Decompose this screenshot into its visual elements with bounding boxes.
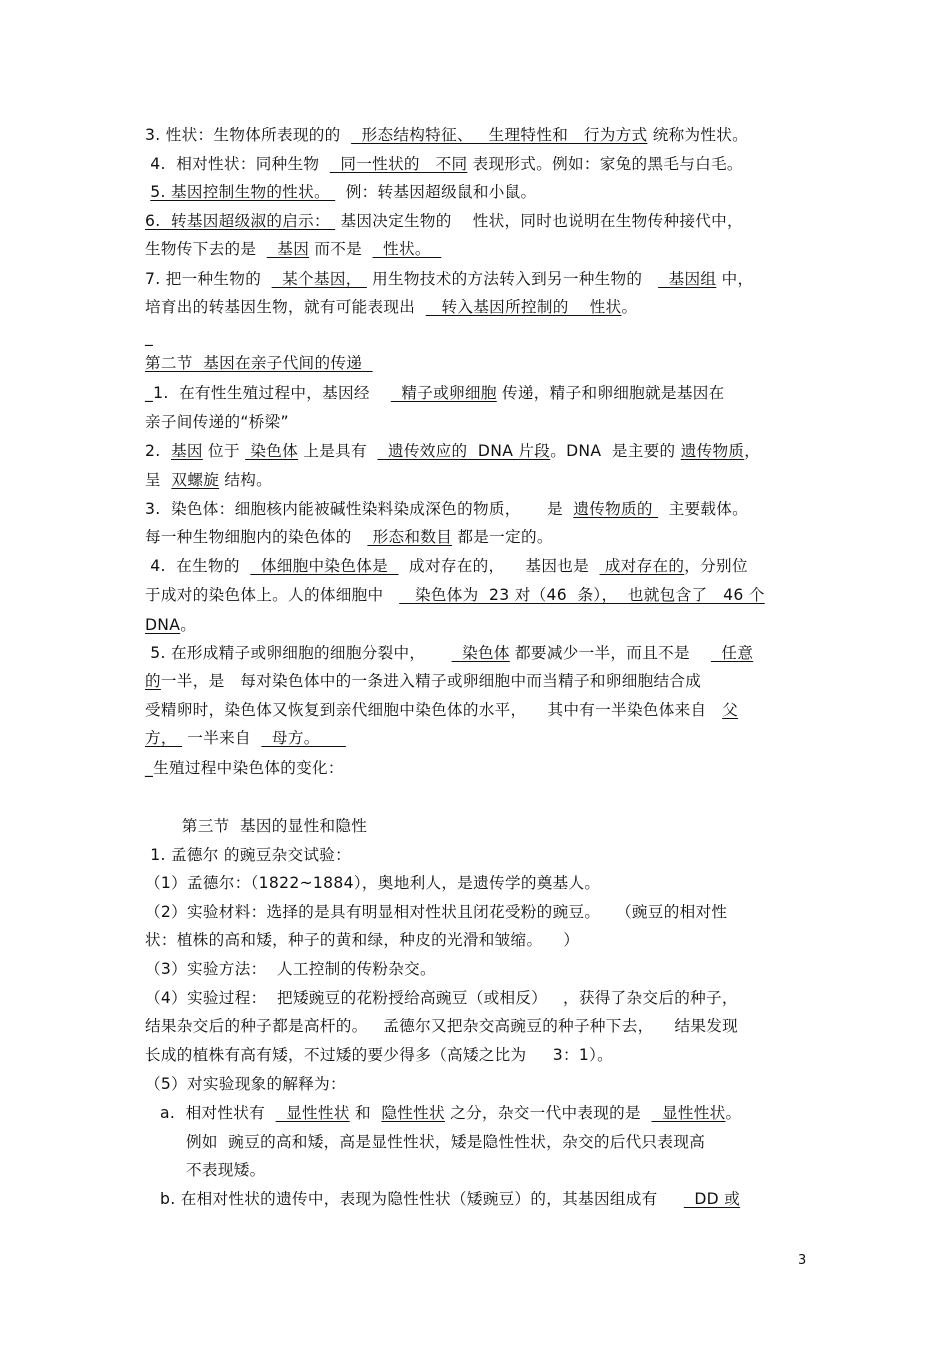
text-run: 3. 染色体：细胞核内能被碱性染料染成深色的物质， 是 [145, 500, 574, 518]
text-line [145, 154, 743, 174]
text-run: 亲子间传递的“桥梁” [145, 413, 289, 431]
underlined-answer: 成对存在的 [599, 557, 685, 575]
text-run: 一半，是 每对染色体中的一条进入精子或卵细胞中而当精子和卵细胞结合成 [160, 672, 702, 690]
underlined-answer: 显性性状 [275, 1104, 350, 1122]
underlined-answer: 隐性性状 [381, 1104, 445, 1122]
text-line [145, 728, 346, 748]
text-line [145, 902, 727, 922]
text-run: （1）孟德尔：（1822~1884），奥地利人，是遗传学的奠基人。 [145, 874, 601, 892]
text-run: a. 相对性状有 [160, 1104, 276, 1122]
text-run: 基因决定生物的 性状，同时也说明在生物传种接代中， [335, 212, 743, 230]
text-run: 而不是 [309, 240, 373, 258]
text-line [145, 930, 579, 950]
underlined-answer: 染色体 [451, 644, 510, 662]
underlined-answer: 某个基因， [271, 270, 367, 288]
underlined-answer: 遗传效应的 DNA 片段 [377, 442, 551, 460]
text-line [145, 615, 196, 635]
text-run: 一半来自 [182, 729, 262, 747]
underlined-answer: 染色体 [245, 442, 299, 460]
text-run: b. 在相对性状的遗传中，表现为隐性性状（矮豌豆）的，其基因组成有 [160, 1190, 684, 1208]
underlined-answer: 6. 转基因超级淑的启示： [145, 212, 336, 230]
text-line [145, 327, 153, 347]
text-run: 培育出的转基因生物，就有可能表现出 [145, 298, 426, 316]
text-line [145, 845, 351, 865]
text-line [145, 959, 436, 979]
text-line [145, 671, 701, 691]
text-line [145, 700, 738, 720]
text-run: 主要载体。 [658, 500, 749, 518]
underlined-answer: 双螺旋 [171, 471, 220, 489]
text-run: （5）对实验现象的解释为： [145, 1075, 346, 1093]
text-run: （2）实验材料：选择的是具有明显相对性状且闭花受粉的豌豆。 （豌豆的相对性 [145, 903, 728, 921]
text-run: （4）实验过程： 把矮豌豆的花粉授给高豌豆（或相反） ，获得了杂交后的种子， [145, 989, 738, 1007]
text-line [145, 643, 753, 663]
text-line [145, 1074, 346, 1094]
underlined-answer: 体细胞中染色体是 [250, 557, 399, 575]
text-run: 。 [621, 298, 638, 316]
text-run: 位于 [202, 442, 246, 460]
text-run: 结构。 [219, 471, 273, 489]
text-run: 7. 把一种生物的 [145, 270, 272, 288]
text-run: 4. 相对性状：同种生物 [145, 155, 330, 173]
text-run: 生物传下去的是 [145, 240, 267, 258]
text-line [145, 527, 553, 547]
text-run: _1. 在有性生殖过程中，基因经 [145, 384, 391, 402]
text-run: 受精卵时，染色体又恢复到亲代细胞中染色体的水平， 其中有一半染色体来自 [145, 701, 723, 719]
text-line [145, 988, 738, 1008]
section-heading [145, 353, 373, 373]
text-run: 。 [180, 616, 197, 634]
text-run: 例：转基因超级鼠和小鼠。 [335, 183, 537, 201]
page-number: 3 [798, 1253, 807, 1268]
text-run: 上是具有 [298, 442, 378, 460]
text-run: ， [744, 442, 761, 460]
text-line [145, 556, 748, 576]
underlined-answer: 形态结构特征、 生理特性和 行为方式 [351, 126, 648, 144]
text-run: 每一种生物细胞内的染色体的 [145, 528, 368, 546]
text-run: 长成的植株有高有矮，不过矮的要少得多（高矮之比为 3：1）。 [145, 1046, 614, 1064]
text-line [186, 1160, 265, 1180]
text-run: 不表现矮。 [186, 1161, 266, 1179]
underlined-answer: 的 [145, 672, 161, 690]
underlined-answer: 染色体为 23 对（46 条）， 也就包含了 46 个 [399, 586, 765, 604]
text-line [145, 758, 344, 778]
underlined-answer: DNA [145, 616, 181, 634]
text-run: 都是一定的。 [452, 528, 553, 546]
text-line [145, 499, 748, 519]
text-line [145, 585, 765, 605]
text-run: 例如 豌豆的高和矮，高是显性性状，矮是隐性性状，杂交的后代只表现高 [186, 1133, 706, 1151]
underlined-answer: 方， [145, 729, 183, 747]
underlined-answer: 任意 [710, 644, 754, 662]
text-line [145, 182, 536, 202]
section-heading [145, 816, 367, 836]
text-run: 第三节 基因的显性和隐性 [145, 817, 368, 835]
underlined-answer: 遗传物质 [680, 442, 745, 460]
text-run: 1. 孟德尔 的豌豆杂交试验： [145, 846, 352, 864]
text-line [145, 441, 760, 461]
text-run: 都要减少一半，而且不是 [509, 644, 711, 662]
text-line [145, 239, 441, 259]
text-line [160, 1103, 741, 1123]
text-run: 2. [145, 442, 171, 460]
text-line [145, 470, 272, 490]
text-run: 。DNA 是主要的 [550, 442, 681, 460]
text-run: 用生物技术的方法转入到另一种生物的 [366, 270, 659, 288]
text-run: 结果杂交后的种子都是高杆的。 孟德尔又把杂交高豌豆的种子种下去， 结果发现 [145, 1017, 739, 1035]
text-run: 统称为性状。 [647, 126, 749, 144]
underlined-answer: 显性性状 [651, 1104, 726, 1122]
text-line [145, 125, 748, 145]
text-run: 于成对的染色体上。人的体细胞中 [145, 586, 400, 604]
text-run: 表现形式。例如：家兔的黑毛与白毛。 [467, 155, 743, 173]
underlined-answer: 精子或卵细胞 [390, 384, 497, 402]
underlined-answer: 形态和数目 [367, 528, 453, 546]
text-run: 3. 性状：生物体所表现的的 [145, 126, 352, 144]
text-run: 传递，精子和卵细胞就是基因在 [496, 384, 725, 402]
text-run: 状：植株的高和矮，种子的黄和绿，种皮的光滑和皱缩。 ） [145, 931, 580, 949]
text-run: ，分别位 [684, 557, 748, 575]
text-line [145, 211, 743, 231]
underlined-answer: 第二节 基因在亲子代间的传递 [145, 354, 373, 372]
text-run: 4. 在生物的 [145, 557, 251, 575]
underlined-answer: 同一性状的 不同 [329, 155, 468, 173]
underlined-answer: 遗传物质的 [573, 500, 659, 518]
text-run: 成对存在的， 基因也是 [398, 557, 600, 575]
text-run: 。 [725, 1104, 742, 1122]
text-line [145, 383, 725, 403]
text-run: 5. 在形成精子或卵细胞的细胞分裂中， [145, 644, 452, 662]
text-run: 和 [349, 1104, 382, 1122]
text-run: _生殖过程中染色体的变化： [145, 759, 344, 777]
underlined-answer: 基因 [171, 442, 203, 460]
underlined-answer: 基因 [266, 240, 310, 258]
text-line [145, 1016, 738, 1036]
underlined-answer: 转入基因所控制的 性状 [425, 298, 622, 316]
text-run: 中， [716, 270, 754, 288]
text-run: 呈 [145, 471, 172, 489]
underlined-answer: DD 或 [683, 1190, 741, 1208]
text-line [145, 412, 289, 432]
underlined-answer: 基因组 [658, 270, 717, 288]
text-line [145, 1045, 613, 1065]
underlined-answer: 性状。 [372, 240, 442, 258]
underlined-answer: 父 [722, 701, 739, 719]
underlined-answer: 5. 基因控制生物的性状。 [150, 183, 336, 201]
text-line [186, 1132, 705, 1152]
text-line [160, 1189, 740, 1209]
underlined-answer: 母方。 [261, 729, 346, 747]
text-run: （3）实验方法： 人工控制的传粉杂交。 [145, 960, 436, 978]
text-run: _ [145, 328, 154, 346]
text-line [145, 873, 600, 893]
text-line [145, 297, 637, 317]
text-line [145, 269, 753, 289]
text-run: 之分，杂交一代中表现的是 [444, 1104, 652, 1122]
